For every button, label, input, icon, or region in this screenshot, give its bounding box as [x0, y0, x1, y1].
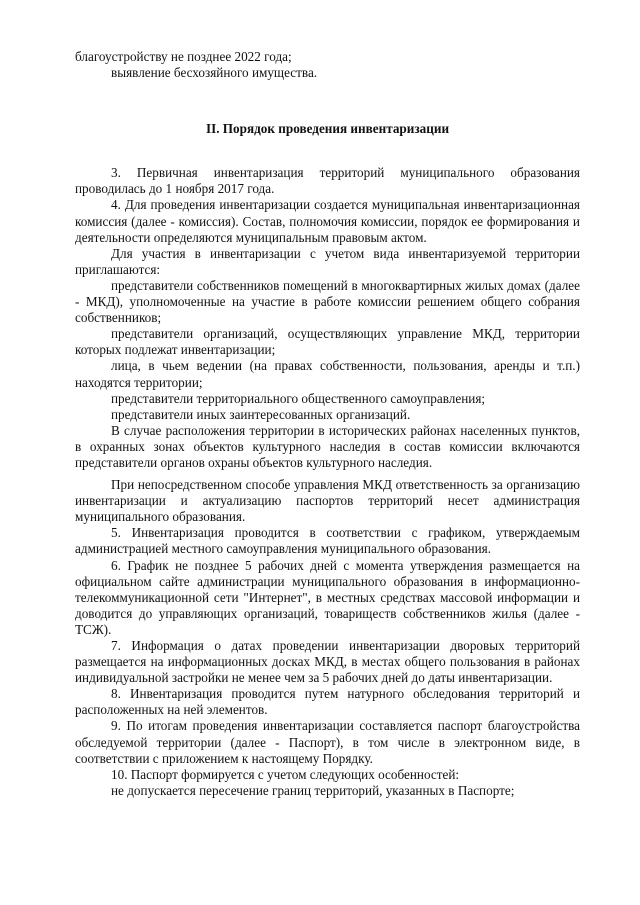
paragraph-item-9: 9. По итогам проведения инвентаризации составляется паспорт благоустройства обследуемой территории (далее - Паспорт), в том числе в электронном виде, в соответствии с приложением к настоящему Порядку.	[75, 718, 580, 766]
paragraph-item-10: 10. Паспорт формируется с учетом следующих особенностей:	[111, 766, 460, 782]
paragraph-item-7: 7. Информация о датах проведении инвентаризации дворовых территорий размещается на информационных досках МКД, в местах общего пользования в районах индивидуальной застройки не менее чем за 5 рабочих дней до даты инвентаризации.	[75, 638, 580, 686]
paragraph-item-6: 6. График не позднее 5 рабочих дней с момента утверждения размещается на официальном сайте администрации муниципального образования в информационно-телекоммуникационной сети "Интернет", в местных средствах массовой информации и доводится до управляющих организаций, товариществ собственников жилья (далее - ТСЖ).	[75, 557, 580, 637]
paragraph-item-3: 3. Первичная инвентаризация территорий муниципального образования проводилась до 1 ноября 2017 года.	[75, 165, 580, 197]
paragraph-participant-organizations: представители организаций, осуществляющих управление МКД, территории которых подлежат инвентаризации;	[75, 326, 580, 358]
paragraph-heritage: В случае расположения территории в исторических районах населенных пунктов, в охранных зонах объектов культурного наследия в состав комиссии включаются представители органов охраны объектов культурного наследия.	[75, 422, 580, 470]
paragraph-top-2: выявление бесхозяйного имущества.	[111, 65, 318, 81]
paragraph-participant-other: представители иных заинтересованных организаций.	[111, 406, 411, 422]
paragraph-item-8: 8. Инвентаризация проводится путем натурного обследования территорий и расположенных на ней элементов.	[75, 686, 580, 718]
paragraph-participant-owners: представители собственников помещений в многоквартирных жилых домах (далее - МКД), уполномоченные на участие в работе комиссии решением общего собрания собственников;	[75, 277, 580, 326]
paragraph-top-1: благоустройству не позднее 2022 года;	[75, 49, 292, 64]
paragraph-participant-persons: лица, в чьем ведении (на правах собственности, пользования, аренды и т.п.) находятся территории;	[75, 358, 580, 390]
paragraph-participants-intro: Для участия в инвентаризации с учетом вида инвентаризуемой территории приглашаются:	[75, 245, 580, 277]
page-body	[75, 49, 580, 799]
section-heading: II. Порядок проведения инвентаризации	[205, 121, 450, 137]
paragraph-item-10-rule: не допускается пересечение границ территорий, указанных в Паспорте;	[111, 782, 515, 798]
paragraph-participant-tos: представители территориального общественного самоуправления;	[111, 390, 486, 406]
paragraph-direct-management: При непосредственном способе управления МКД ответственность за организацию инвентаризации и актуализацию паспортов территорий несет администрация муниципального образования.	[75, 477, 580, 525]
paragraph-item-4: 4. Для проведения инвентаризации создается муниципальная инвентаризационная комиссия (далее - комиссия). Состав, полномочия комиссии, порядок ее формирования и деятельности определяются муниципальным правовым актом.	[75, 197, 580, 245]
paragraph-item-5: 5. Инвентаризация проводится в соответствии с графиком, утверждаемым администрацией местного самоуправления муниципального образования.	[75, 525, 580, 557]
